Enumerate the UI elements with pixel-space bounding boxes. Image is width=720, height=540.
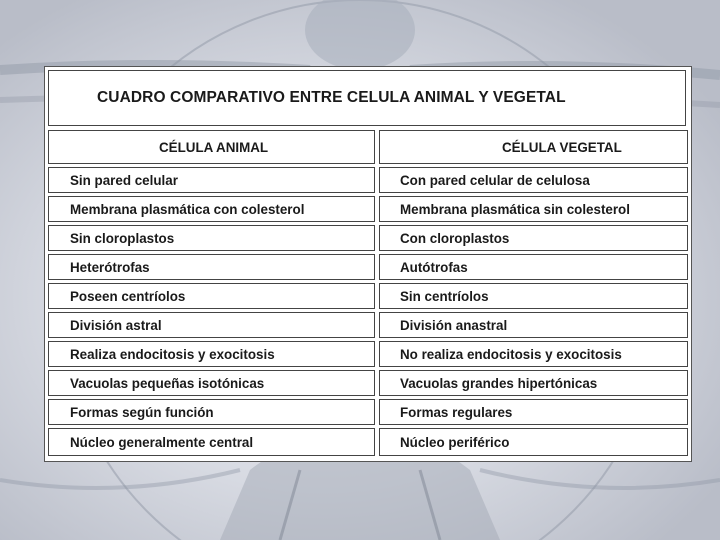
cell-text: División anastral bbox=[400, 317, 508, 333]
cell-text: Membrana plasmática con colesterol bbox=[70, 201, 305, 217]
table-cell bbox=[379, 167, 688, 193]
table-cell bbox=[48, 225, 375, 251]
cell-text: Sin centríolos bbox=[400, 288, 489, 304]
cell-text: Autótrofas bbox=[400, 259, 468, 275]
cell-text: Sin pared celular bbox=[70, 172, 178, 188]
table-cell bbox=[48, 312, 375, 338]
table-cell bbox=[48, 370, 375, 396]
table-cell bbox=[379, 283, 688, 309]
header-animal: CÉLULA ANIMAL bbox=[159, 139, 269, 155]
cell-text: Poseen centríolos bbox=[70, 288, 186, 304]
table-cell bbox=[48, 167, 375, 193]
cell-text: Vacuolas grandes hipertónicas bbox=[400, 375, 598, 391]
cell-text: Sin cloroplastos bbox=[70, 230, 175, 246]
cell-text: Núcleo generalmente central bbox=[70, 434, 254, 450]
header-vegetal-cell bbox=[379, 130, 688, 164]
comparison-table bbox=[44, 66, 692, 462]
table-cell bbox=[48, 341, 375, 367]
cell-text: Heterótrofas bbox=[70, 259, 150, 275]
table-cell bbox=[48, 196, 375, 222]
cell-text: División astral bbox=[70, 317, 162, 333]
table-cell bbox=[379, 341, 688, 367]
cell-text: Con pared celular de celulosa bbox=[400, 172, 590, 188]
cell-text: Núcleo periférico bbox=[400, 434, 510, 450]
table-cell bbox=[48, 399, 375, 425]
table-cell bbox=[379, 428, 688, 456]
cell-text: Realiza endocitosis y exocitosis bbox=[70, 346, 275, 362]
table-cell bbox=[379, 225, 688, 251]
cell-text: Formas según función bbox=[70, 404, 214, 420]
table-cell bbox=[379, 370, 688, 396]
header-vegetal: CÉLULA VEGETAL bbox=[502, 139, 622, 155]
table-cell bbox=[379, 312, 688, 338]
table-cell bbox=[379, 399, 688, 425]
table-cell bbox=[379, 196, 688, 222]
table-cell bbox=[48, 283, 375, 309]
table-cell bbox=[379, 254, 688, 280]
table-title-box bbox=[48, 70, 686, 126]
cell-text: Membrana plasmática sin colesterol bbox=[400, 201, 630, 217]
cell-text: Con cloroplastos bbox=[400, 230, 510, 246]
table-cell bbox=[48, 254, 375, 280]
table-title: CUADRO COMPARATIVO ENTRE CELULA ANIMAL Y VEGETAL bbox=[97, 89, 566, 106]
table-cell bbox=[48, 428, 375, 456]
cell-text: Vacuolas pequeñas isotónicas bbox=[70, 375, 265, 391]
header-animal-cell bbox=[48, 130, 375, 164]
cell-text: No realiza endocitosis y exocitosis bbox=[400, 346, 622, 362]
cell-text: Formas regulares bbox=[400, 404, 513, 420]
